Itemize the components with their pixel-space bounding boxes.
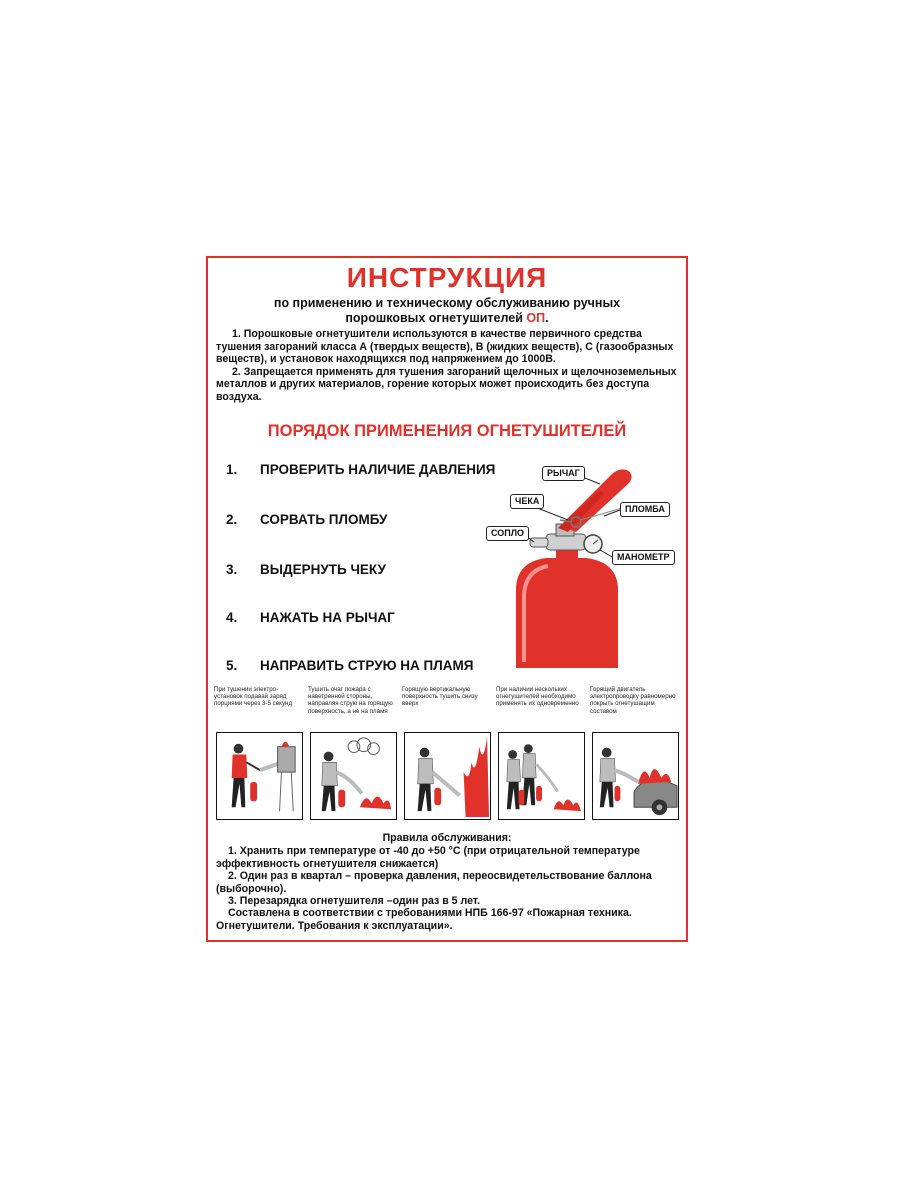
poster-title: ИНСТРУКЦИЯ <box>346 262 548 293</box>
step-number: 1. <box>226 462 238 477</box>
tip-illustration <box>216 732 303 820</box>
intro-paragraph-1: 1. Порошковые огнетушители используются в качестве первичного средства тушения загораний класса А (твердых веществ), В (жидких веществ), С (газообразных веществ), и установок находящихся под напряжением до 1000В. <box>216 328 674 366</box>
label-lever: РЫЧАГ <box>542 466 585 481</box>
extinguisher-icon <box>472 462 682 668</box>
step-item <box>226 562 386 577</box>
step-text: НАЖАТЬ НА РЫЧАГ <box>260 610 395 625</box>
step-number: 5. <box>226 658 238 673</box>
tip-caption: Горящую вертикальную поверхность тушить снизу вверх <box>402 686 478 708</box>
engine-fire-icon <box>593 733 678 819</box>
rules-title: Правила обслуживания: <box>382 832 512 844</box>
extinguisher-diagram <box>472 462 682 668</box>
tip-illustration <box>404 732 491 820</box>
subtitle-line-1: по применению и техническому обслуживанию ручных <box>273 296 621 310</box>
step-item <box>226 512 387 527</box>
poster-subtitle <box>208 296 686 326</box>
intro-paragraph-2: 2. Запрещается применять для тушения загораний щелочных и щелочноземельных металлов и других материалов, горение которых может происходить без доступа воздуха. <box>216 365 677 403</box>
instruction-poster <box>206 256 688 942</box>
rule-item: 3. Перезарядка огнетушителя –один раз в 5 лет. <box>228 895 481 908</box>
rule-item: 2. Один раз в квартал – проверка давления, переосвидетельствование баллона (выборочно). <box>216 870 652 895</box>
rule-item: Составлена в соответствии с требованиями НПБ 166-97 «Пожарная техника. Огнетушители. Требования к эксплуатации». <box>216 907 632 932</box>
step-item <box>226 462 495 477</box>
step-text: СОРВАТЬ ПЛОМБУ <box>260 512 388 527</box>
tips-illustrations <box>216 732 686 824</box>
rule-item: 1. Хранить при температуре от -40 до +50 °С (при отрицательной температуре эффективность огнетушителя снижается) <box>216 845 640 870</box>
vertical-surface-icon <box>405 733 490 819</box>
tip-illustration <box>592 732 679 820</box>
electrical-panel-icon <box>217 733 302 819</box>
step-text: ВЫДЕРНУТЬ ЧЕКУ <box>260 562 386 577</box>
subtitle-period: . <box>545 311 549 325</box>
tip-caption: При наличии нескольких огнетушителей необходимо применять их одновременно <box>496 686 579 708</box>
step-text: ПРОВЕРИТЬ НАЛИЧИЕ ДАВЛЕНИЯ <box>260 462 496 477</box>
intro-text <box>216 328 678 404</box>
step-text: НАПРАВИТЬ СТРУЮ НА ПЛАМЯ <box>260 658 474 673</box>
step-number: 3. <box>226 562 238 577</box>
maintenance-rules <box>216 832 678 932</box>
step-item <box>226 658 473 673</box>
subtitle-line-2 <box>208 311 686 326</box>
step-item <box>226 610 395 625</box>
label-nozzle: СОПЛО <box>486 526 529 541</box>
tip-caption: Тушить очаг пожара с наветренной стороны, направляя струю на горящую поверхность, а не на пламя <box>308 686 393 715</box>
tip-caption: Горящий двигатель электропроводку равномерно покрыть огнетушащим составом <box>590 686 676 715</box>
tip-illustration <box>310 732 397 820</box>
step-number: 2. <box>226 512 238 527</box>
tip-caption: При тушении электро-установок подавай заряд порциями через 3-5 секунд <box>214 686 293 708</box>
multiple-extinguishers-icon <box>499 733 584 819</box>
usage-section-title: ПОРЯДОК ПРИМЕНЕНИЯ ОГНЕТУШИТЕЛЕЙ <box>267 422 627 440</box>
extinguisher-type-code: ОП <box>526 311 546 325</box>
windward-spray-icon <box>311 733 396 819</box>
step-number: 4. <box>226 610 238 625</box>
label-pin: ЧЕКА <box>510 494 544 509</box>
tip-illustration <box>498 732 585 820</box>
subtitle-line-2-text: порошковых огнетушителей <box>345 311 523 325</box>
label-gauge: МАНОМЕТР <box>612 550 675 565</box>
label-seal: ПЛОМБА <box>620 502 670 517</box>
